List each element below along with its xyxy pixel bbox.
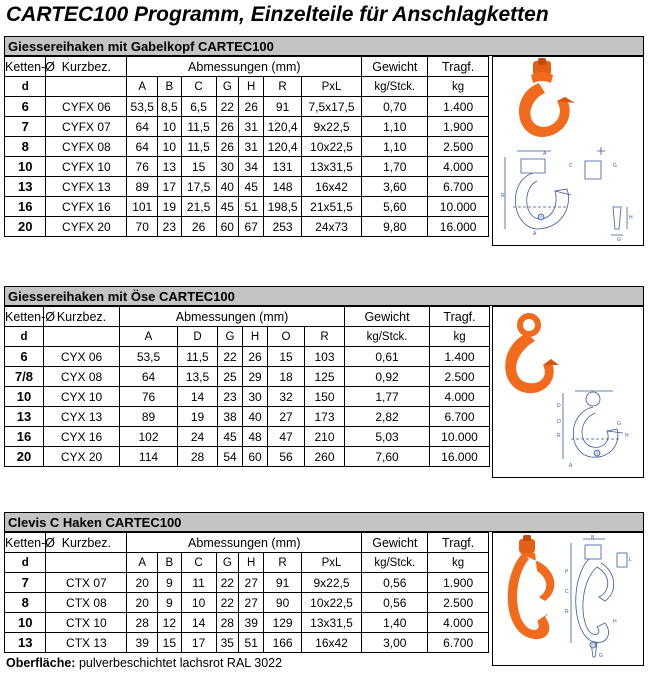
value-cell: 2,82 bbox=[345, 407, 430, 427]
value-cell: 17 bbox=[181, 633, 216, 653]
spec-table bbox=[4, 306, 490, 467]
header-row bbox=[5, 533, 489, 553]
chain-diameter-cell: 13 bbox=[5, 407, 44, 427]
value-cell: 15 bbox=[268, 347, 305, 367]
value-cell: 14 bbox=[181, 613, 216, 633]
dimension-label: R bbox=[305, 327, 345, 347]
code-cell: CYX 08 bbox=[44, 367, 120, 387]
value-cell: 30 bbox=[216, 157, 238, 177]
value-cell: 17,5 bbox=[181, 177, 216, 197]
code-cell: CYX 06 bbox=[44, 347, 120, 367]
dimension-label: H bbox=[238, 553, 264, 573]
value-cell: 253 bbox=[264, 217, 301, 237]
value-cell: 148 bbox=[264, 177, 301, 197]
value-cell: 13,5 bbox=[178, 367, 218, 387]
value-cell: 9,80 bbox=[362, 217, 428, 237]
value-cell: 10 bbox=[158, 117, 181, 137]
surface-label: Oberfläche: bbox=[6, 656, 76, 670]
value-cell: 16.000 bbox=[428, 217, 489, 237]
value-cell: 91 bbox=[264, 573, 301, 593]
weight-header: Gewicht bbox=[345, 307, 430, 327]
code-cell: CYFX 07 bbox=[46, 117, 127, 137]
value-cell: 67 bbox=[238, 217, 264, 237]
value-cell: 39 bbox=[127, 633, 158, 653]
eye-hook-technical-drawing bbox=[563, 391, 623, 459]
weight-header: Gewicht bbox=[362, 57, 428, 77]
value-cell: 15 bbox=[158, 633, 181, 653]
unit-load: kg bbox=[428, 553, 489, 573]
value-cell: 5,03 bbox=[345, 427, 430, 447]
value-cell: 13x31,5 bbox=[301, 157, 362, 177]
dimension-label: O bbox=[268, 327, 305, 347]
table-row bbox=[5, 157, 489, 177]
value-cell: 9 bbox=[158, 593, 181, 613]
table-row bbox=[5, 177, 489, 197]
value-cell: 16.000 bbox=[430, 447, 490, 467]
value-cell: 4.000 bbox=[430, 387, 490, 407]
load-header: Tragf. bbox=[430, 307, 490, 327]
dimension-label: PxL bbox=[301, 77, 362, 97]
value-cell: 51 bbox=[238, 633, 264, 653]
code-cell: CYFX 16 bbox=[46, 197, 127, 217]
value-cell: 1,10 bbox=[362, 117, 428, 137]
chain-diameter-cell: 13 bbox=[5, 177, 46, 197]
value-cell: 22 bbox=[216, 573, 238, 593]
chain-diameter-cell: 10 bbox=[5, 613, 46, 633]
unit-d: d bbox=[5, 553, 46, 573]
value-cell: 20 bbox=[127, 593, 158, 613]
section-heading: Giessereihaken mit Gabelkopf CARTEC100 bbox=[4, 36, 644, 56]
dimension-label: A bbox=[120, 327, 178, 347]
value-cell: 26 bbox=[181, 217, 216, 237]
value-cell: 26 bbox=[216, 117, 238, 137]
value-cell: 45 bbox=[218, 427, 243, 447]
value-cell: 13x31,5 bbox=[301, 613, 362, 633]
code-cell: CYFX 10 bbox=[46, 157, 127, 177]
value-cell: 1.900 bbox=[428, 117, 489, 137]
value-cell: 23 bbox=[218, 387, 243, 407]
table-row bbox=[5, 137, 489, 157]
value-cell: 22 bbox=[216, 593, 238, 613]
value-cell: 5,60 bbox=[362, 197, 428, 217]
table-row bbox=[5, 407, 490, 427]
chain-diameter-cell: 16 bbox=[5, 197, 46, 217]
surface-note bbox=[6, 656, 282, 670]
value-cell: 54 bbox=[218, 447, 243, 467]
product-image-panel bbox=[492, 56, 644, 246]
svg-text:A: A bbox=[543, 151, 547, 157]
dimension-label: B bbox=[158, 553, 181, 573]
value-cell: 21x51,5 bbox=[301, 197, 362, 217]
section-heading: Clevis C Haken CARTEC100 bbox=[4, 512, 644, 532]
svg-text:H: H bbox=[625, 433, 629, 439]
dimension-label: G bbox=[216, 77, 238, 97]
table-row bbox=[5, 197, 489, 217]
svg-text:G: G bbox=[599, 653, 603, 659]
chain-diameter-cell: 10 bbox=[5, 387, 44, 407]
table-row bbox=[5, 447, 490, 467]
value-cell: 101 bbox=[127, 197, 158, 217]
value-cell: 131 bbox=[264, 157, 301, 177]
chain-diameter-cell: 7 bbox=[5, 117, 46, 137]
value-cell: 91 bbox=[264, 97, 301, 117]
svg-text:G: G bbox=[617, 237, 621, 243]
code-cell: CYX 20 bbox=[44, 447, 120, 467]
section-oese bbox=[4, 286, 644, 478]
dimension-label: G bbox=[218, 327, 243, 347]
value-cell: 6.700 bbox=[430, 407, 490, 427]
code-cell: CYX 10 bbox=[44, 387, 120, 407]
unit-load: kg bbox=[430, 327, 490, 347]
chain-diameter-header: Ketten-Ø bbox=[5, 307, 44, 327]
value-cell: 0,56 bbox=[362, 573, 428, 593]
value-cell: 21,5 bbox=[181, 197, 216, 217]
product-image-panel bbox=[492, 532, 644, 666]
value-cell: 18 bbox=[268, 367, 305, 387]
chain-diameter-header: Ketten-Ø bbox=[5, 57, 46, 77]
value-cell: 6.700 bbox=[428, 633, 489, 653]
clevis-c-hook-photo bbox=[508, 535, 555, 639]
chain-diameter-cell: 20 bbox=[5, 447, 44, 467]
table-row bbox=[5, 367, 490, 387]
chain-diameter-cell: 8 bbox=[5, 137, 46, 157]
value-cell: 51 bbox=[238, 197, 264, 217]
value-cell: 0,56 bbox=[362, 593, 428, 613]
product-image-panel bbox=[492, 306, 644, 478]
value-cell: 8,5 bbox=[158, 97, 181, 117]
table-row bbox=[5, 427, 490, 447]
svg-text:B: B bbox=[591, 535, 595, 541]
value-cell: 0,70 bbox=[362, 97, 428, 117]
value-cell: 2.500 bbox=[428, 593, 489, 613]
dimension-label: D bbox=[178, 327, 218, 347]
svg-text:C: C bbox=[569, 163, 573, 169]
value-cell: 10 bbox=[158, 137, 181, 157]
unit-row bbox=[5, 553, 489, 573]
code-cell: CYFX 06 bbox=[46, 97, 127, 117]
value-cell: 31 bbox=[238, 137, 264, 157]
weight-header: Gewicht bbox=[362, 533, 428, 553]
dimension-label: B bbox=[158, 77, 181, 97]
chain-diameter-header: Ketten-Ø bbox=[5, 533, 46, 553]
dimension-label: R bbox=[264, 553, 301, 573]
unit-code-blank bbox=[44, 327, 120, 347]
code-cell: CTX 13 bbox=[46, 633, 127, 653]
value-cell: 1.900 bbox=[428, 573, 489, 593]
value-cell: 13 bbox=[158, 157, 181, 177]
value-cell: 6.700 bbox=[428, 177, 489, 197]
value-cell: 10x22,5 bbox=[301, 137, 362, 157]
gabelkopf-technical-drawing bbox=[505, 147, 627, 235]
value-cell: 26 bbox=[238, 97, 264, 117]
value-cell: 15 bbox=[181, 157, 216, 177]
value-cell: 20 bbox=[127, 573, 158, 593]
unit-code-blank bbox=[46, 553, 127, 573]
code-cell: CTX 07 bbox=[46, 573, 127, 593]
chain-diameter-cell: 6 bbox=[5, 347, 44, 367]
chain-diameter-cell: 7/8 bbox=[5, 367, 44, 387]
value-cell: 7,60 bbox=[345, 447, 430, 467]
eye-hook-photo bbox=[505, 316, 559, 393]
svg-text:A: A bbox=[569, 463, 573, 469]
dimension-label: C bbox=[181, 553, 216, 573]
value-cell: 11,5 bbox=[178, 347, 218, 367]
code-cell: CYFX 20 bbox=[46, 217, 127, 237]
svg-text:L: L bbox=[629, 557, 632, 563]
dimensions-header: Abmessungen (mm) bbox=[127, 57, 362, 77]
code-cell: CYX 16 bbox=[44, 427, 120, 447]
value-cell: 40 bbox=[243, 407, 268, 427]
table-row bbox=[5, 97, 489, 117]
dimensions-header: Abmessungen (mm) bbox=[127, 533, 362, 553]
value-cell: 2.500 bbox=[430, 367, 490, 387]
value-cell: 26 bbox=[216, 137, 238, 157]
chain-diameter-cell: 10 bbox=[5, 157, 46, 177]
value-cell: 27 bbox=[238, 593, 264, 613]
value-cell: 19 bbox=[178, 407, 218, 427]
unit-code-blank bbox=[46, 77, 127, 97]
value-cell: 39 bbox=[238, 613, 264, 633]
code-cell: CYFX 13 bbox=[46, 177, 127, 197]
value-cell: 10x22,5 bbox=[301, 593, 362, 613]
value-cell: 16x42 bbox=[301, 177, 362, 197]
section-heading: Giessereihaken mit Öse CARTEC100 bbox=[4, 286, 644, 306]
value-cell: 9x22,5 bbox=[301, 117, 362, 137]
value-cell: 60 bbox=[216, 217, 238, 237]
value-cell: 22 bbox=[216, 97, 238, 117]
unit-row bbox=[5, 77, 489, 97]
value-cell: 48 bbox=[243, 427, 268, 447]
dimension-label: G bbox=[216, 553, 238, 573]
value-cell: 0,61 bbox=[345, 347, 430, 367]
value-cell: 64 bbox=[120, 367, 178, 387]
value-cell: 1.400 bbox=[428, 97, 489, 117]
dimension-label: A bbox=[127, 77, 158, 97]
value-cell: 31 bbox=[238, 117, 264, 137]
dimension-label: C bbox=[181, 77, 216, 97]
value-cell: 89 bbox=[120, 407, 178, 427]
dimensions-header: Abmessungen (mm) bbox=[120, 307, 345, 327]
value-cell: 76 bbox=[120, 387, 178, 407]
value-cell: 89 bbox=[127, 177, 158, 197]
code-cell: CYX 13 bbox=[44, 407, 120, 427]
chain-diameter-cell: 7 bbox=[5, 573, 46, 593]
value-cell: 30 bbox=[243, 387, 268, 407]
value-cell: 12 bbox=[158, 613, 181, 633]
value-cell: 260 bbox=[305, 447, 345, 467]
value-cell: 102 bbox=[120, 427, 178, 447]
value-cell: 210 bbox=[305, 427, 345, 447]
value-cell: 26 bbox=[243, 347, 268, 367]
value-cell: 17 bbox=[158, 177, 181, 197]
chain-diameter-cell: 6 bbox=[5, 97, 46, 117]
code-cell: CTX 08 bbox=[46, 593, 127, 613]
value-cell: 150 bbox=[305, 387, 345, 407]
svg-text:D: D bbox=[557, 403, 561, 409]
spec-table bbox=[4, 532, 489, 653]
value-cell: 28 bbox=[178, 447, 218, 467]
value-cell: 3,00 bbox=[362, 633, 428, 653]
value-cell: 1.400 bbox=[430, 347, 490, 367]
header-row bbox=[5, 57, 489, 77]
svg-text:A: A bbox=[533, 231, 537, 237]
value-cell: 53,5 bbox=[127, 97, 158, 117]
value-cell: 19 bbox=[158, 197, 181, 217]
page-title: CARTEC100 Programm, Einzelteile für Anschlagketten bbox=[6, 3, 549, 26]
svg-text:R: R bbox=[565, 609, 569, 615]
svg-text:R: R bbox=[557, 433, 561, 439]
value-cell: 24x73 bbox=[301, 217, 362, 237]
table-row bbox=[5, 347, 490, 367]
value-cell: 16x42 bbox=[301, 633, 362, 653]
value-cell: 7,5x17,5 bbox=[301, 97, 362, 117]
value-cell: 3,60 bbox=[362, 177, 428, 197]
value-cell: 11,5 bbox=[181, 117, 216, 137]
value-cell: 9x22,5 bbox=[301, 573, 362, 593]
value-cell: 24 bbox=[178, 427, 218, 447]
value-cell: 40 bbox=[216, 177, 238, 197]
value-cell: 1,77 bbox=[345, 387, 430, 407]
value-cell: 70 bbox=[127, 217, 158, 237]
svg-text:R: R bbox=[501, 193, 505, 199]
unit-row bbox=[5, 327, 490, 347]
value-cell: 14 bbox=[178, 387, 218, 407]
value-cell: 34 bbox=[238, 157, 264, 177]
unit-load: kg bbox=[428, 77, 489, 97]
chain-diameter-cell: 8 bbox=[5, 593, 46, 613]
code-cell: CYFX 08 bbox=[46, 137, 127, 157]
value-cell: 25 bbox=[218, 367, 243, 387]
code-header: Kurzbez. bbox=[46, 533, 127, 553]
value-cell: 10 bbox=[181, 593, 216, 613]
chain-diameter-cell: 20 bbox=[5, 217, 46, 237]
chain-diameter-cell: 16 bbox=[5, 427, 44, 447]
value-cell: 28 bbox=[216, 613, 238, 633]
value-cell: 45 bbox=[216, 197, 238, 217]
value-cell: 166 bbox=[264, 633, 301, 653]
value-cell: 1,10 bbox=[362, 137, 428, 157]
unit-weight: kg/Stck. bbox=[345, 327, 430, 347]
value-cell: 11,5 bbox=[181, 137, 216, 157]
table-row bbox=[5, 117, 489, 137]
svg-text:G: G bbox=[617, 421, 621, 427]
section-gabelkopf bbox=[4, 36, 644, 246]
load-header: Tragf. bbox=[428, 533, 489, 553]
value-cell: 198,5 bbox=[264, 197, 301, 217]
chain-diameter-cell: 13 bbox=[5, 633, 46, 653]
value-cell: 76 bbox=[127, 157, 158, 177]
value-cell: 10.000 bbox=[428, 197, 489, 217]
value-cell: 103 bbox=[305, 347, 345, 367]
value-cell: 0,92 bbox=[345, 367, 430, 387]
value-cell: 22 bbox=[218, 347, 243, 367]
table-row bbox=[5, 387, 490, 407]
unit-weight: kg/Stck. bbox=[362, 77, 428, 97]
value-cell: 90 bbox=[264, 593, 301, 613]
value-cell: 114 bbox=[120, 447, 178, 467]
svg-text:G: G bbox=[613, 163, 617, 169]
value-cell: 11 bbox=[181, 573, 216, 593]
svg-text:O: O bbox=[557, 419, 561, 425]
table-row bbox=[5, 573, 489, 593]
unit-d: d bbox=[5, 327, 44, 347]
value-cell: 32 bbox=[268, 387, 305, 407]
svg-text:H: H bbox=[629, 215, 633, 221]
value-cell: 53,5 bbox=[120, 347, 178, 367]
value-cell: 38 bbox=[218, 407, 243, 427]
header-row bbox=[5, 307, 490, 327]
unit-d: d bbox=[5, 77, 46, 97]
spec-table bbox=[4, 56, 489, 237]
code-header: Kurzbez. bbox=[46, 57, 127, 77]
value-cell: 35 bbox=[216, 633, 238, 653]
value-cell: 56 bbox=[268, 447, 305, 467]
dimension-label: H bbox=[243, 327, 268, 347]
code-header: Kurzbez. bbox=[44, 307, 120, 327]
value-cell: 27 bbox=[238, 573, 264, 593]
load-header: Tragf. bbox=[428, 57, 489, 77]
value-cell: 28 bbox=[127, 613, 158, 633]
clevis-hook-photo bbox=[519, 58, 575, 137]
surface-text: pulverbeschichtet lachsrot RAL 3022 bbox=[75, 656, 283, 670]
table-row bbox=[5, 633, 489, 653]
value-cell: 27 bbox=[268, 407, 305, 427]
value-cell: 120,4 bbox=[264, 117, 301, 137]
value-cell: 10.000 bbox=[430, 427, 490, 447]
value-cell: 45 bbox=[238, 177, 264, 197]
table-row bbox=[5, 593, 489, 613]
value-cell: 1,40 bbox=[362, 613, 428, 633]
section-clevis-c bbox=[4, 512, 644, 666]
value-cell: 2.500 bbox=[428, 137, 489, 157]
value-cell: 6,5 bbox=[181, 97, 216, 117]
value-cell: 125 bbox=[305, 367, 345, 387]
code-cell: CTX 10 bbox=[46, 613, 127, 633]
value-cell: 129 bbox=[264, 613, 301, 633]
dimension-label: A bbox=[127, 553, 158, 573]
value-cell: 4.000 bbox=[428, 613, 489, 633]
dimension-label: PxL bbox=[301, 553, 362, 573]
svg-text:C: C bbox=[565, 589, 569, 595]
value-cell: 173 bbox=[305, 407, 345, 427]
dimension-label: H bbox=[238, 77, 264, 97]
value-cell: 60 bbox=[243, 447, 268, 467]
svg-text:H: H bbox=[613, 619, 617, 625]
value-cell: 23 bbox=[158, 217, 181, 237]
dimension-label: R bbox=[264, 77, 301, 97]
clevis-c-technical-drawing bbox=[571, 539, 627, 657]
value-cell: 29 bbox=[243, 367, 268, 387]
value-cell: 4.000 bbox=[428, 157, 489, 177]
value-cell: 1,70 bbox=[362, 157, 428, 177]
unit-weight: kg/Stck. bbox=[362, 553, 428, 573]
value-cell: 47 bbox=[268, 427, 305, 447]
value-cell: 120,4 bbox=[264, 137, 301, 157]
value-cell: 64 bbox=[127, 117, 158, 137]
svg-text:P: P bbox=[565, 569, 569, 575]
value-cell: 64 bbox=[127, 137, 158, 157]
table-row bbox=[5, 217, 489, 237]
value-cell: 9 bbox=[158, 573, 181, 593]
table-row bbox=[5, 613, 489, 633]
